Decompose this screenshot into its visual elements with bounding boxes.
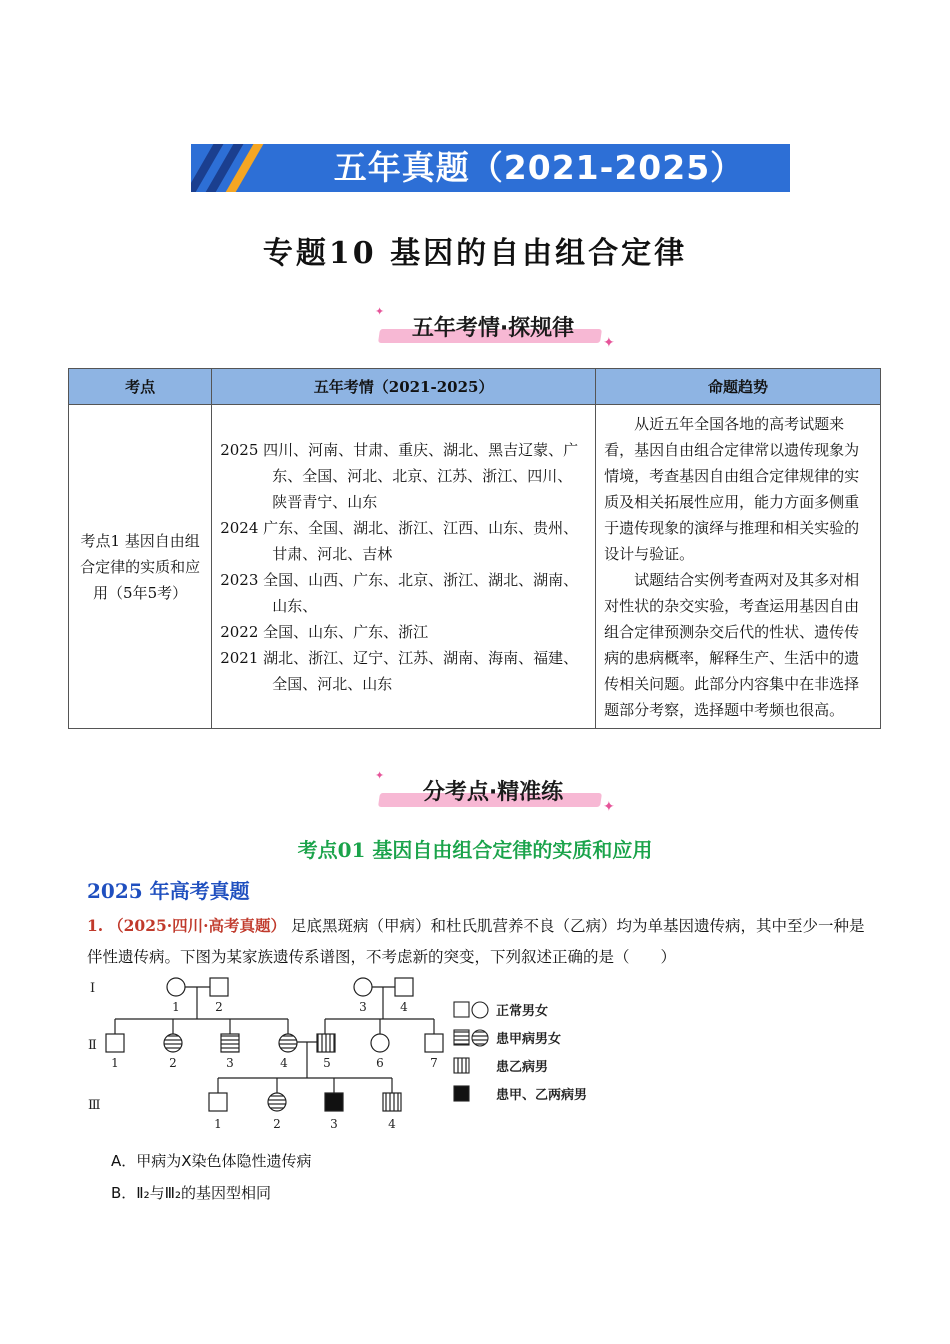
legend-label: 正常男女 xyxy=(496,1004,549,1019)
trend-cell xyxy=(596,405,881,729)
individual-number: 4 xyxy=(400,1000,408,1014)
generation-label: Ⅱ xyxy=(88,1038,97,1053)
pedigree-diagram xyxy=(80,970,620,1135)
year-line: 2023 全国、山西、广东、北京、浙江、湖北、湖南、山东、 xyxy=(220,570,579,615)
table-header-row xyxy=(69,369,881,405)
individual-number: 6 xyxy=(376,1056,384,1070)
generation-label: Ⅲ xyxy=(88,1098,101,1113)
table-row xyxy=(69,405,881,729)
individual-number: 3 xyxy=(226,1056,234,1070)
male-normal-symbol xyxy=(210,978,228,996)
year-line: 2022 全国、山东、广东、浙江 xyxy=(220,622,429,641)
individual-number: 3 xyxy=(359,1000,367,1014)
male-normal-symbol xyxy=(425,1034,443,1052)
section-header-overview xyxy=(373,307,613,351)
individual-number: 2 xyxy=(215,1000,223,1014)
individual-number: 2 xyxy=(273,1117,281,1131)
legend-male-normal-symbol xyxy=(454,1002,469,1017)
trend-paragraph: 从近五年全国各地的高考试题来看，基因自由组合定律常以遗传现象为情境，考查基因自由组合定律规律的实质及相关拓展性应用，能力方面多侧重于遗传现象的演绎与推理和相关实验的设计与验证。 xyxy=(604,414,860,563)
individual-number: 4 xyxy=(388,1117,396,1131)
legend-male-disease-a-symbol xyxy=(454,1030,469,1045)
sparkle-icon: ✦ xyxy=(603,799,615,815)
question-number: 1. xyxy=(87,916,104,935)
question-text: 足底黑斑病（甲病）和杜氏肌营养不良（乙病）均为单基因遗传病，其中至少一种是伴性遗传病。下图为某家族遗传系谱图，不考虑新的突变，下列叙述正确的是（ ） xyxy=(87,917,865,966)
kaodian-cell: 考点1 基因自由组合定律的实质和应用（5年5考） xyxy=(69,405,212,729)
year-line: 2025 四川、河南、甘肃、重庆、湖北、黑吉辽蒙、广东、全国、河北、北京、江苏、浙江、四川、陕晋青宁、山东 xyxy=(220,440,579,511)
option-a: A．甲病为X染色体隐性遗传病 xyxy=(111,1152,312,1170)
male-disease-b-symbol xyxy=(317,1034,335,1052)
female-disease-a-symbol xyxy=(268,1093,286,1111)
legend-female-normal-symbol xyxy=(472,1002,488,1018)
female-normal-symbol xyxy=(167,978,185,996)
years-cell xyxy=(212,405,596,729)
header-five-years: 五年考情（2021-2025） xyxy=(212,369,596,405)
legend-female-disease-a-symbol xyxy=(472,1030,488,1046)
year-heading: 2025 年高考真题 xyxy=(87,879,250,903)
individual-number: 2 xyxy=(169,1056,177,1070)
female-normal-symbol xyxy=(354,978,372,996)
section-title: 五年考情·探规律 xyxy=(411,316,575,341)
male-normal-symbol xyxy=(209,1093,227,1111)
female-disease-a-symbol xyxy=(164,1034,182,1052)
section-header-practice xyxy=(373,771,613,815)
female-normal-symbol xyxy=(371,1034,389,1052)
legend-label: 患乙病男 xyxy=(496,1060,549,1075)
page-banner xyxy=(191,144,790,192)
individual-number: 1 xyxy=(111,1056,119,1070)
sparkle-icon: ✦ xyxy=(603,335,615,351)
topic-title: 考点01 基因自由组合定律的实质和应用 xyxy=(297,838,653,862)
individual-number: 3 xyxy=(330,1117,338,1131)
legend-label: 患甲、乙两病男 xyxy=(496,1088,588,1103)
individual-number: 1 xyxy=(172,1000,180,1014)
male-disease-a-symbol xyxy=(221,1034,239,1052)
generation-label: I xyxy=(90,981,96,996)
individual-number: 7 xyxy=(430,1056,438,1070)
header-trend: 命题趋势 xyxy=(596,369,881,405)
legend-label: 患甲病男女 xyxy=(496,1032,562,1047)
sparkle-icon: ✦ xyxy=(375,305,385,318)
section-title: 分考点·精准练 xyxy=(422,780,564,805)
page-title: 专题10 基因的自由组合定律 xyxy=(262,236,688,271)
male-normal-symbol xyxy=(395,978,413,996)
year-line: 2021 湖北、浙江、辽宁、江苏、湖南、海南、福建、全国、河北、山东 xyxy=(220,648,579,693)
question-stem xyxy=(87,910,877,973)
female-disease-a-symbol xyxy=(279,1034,297,1052)
banner-title: 五年真题（2021-2025） xyxy=(333,148,745,187)
pedigree-legend xyxy=(454,1002,587,1103)
male-disease-b-symbol xyxy=(383,1093,401,1111)
individual-number: 1 xyxy=(214,1117,222,1131)
individual-number: 4 xyxy=(280,1056,288,1070)
male-both-diseases-symbol xyxy=(325,1093,343,1111)
legend-male-disease-b-symbol xyxy=(454,1058,469,1073)
header-kaodian: 考点 xyxy=(69,369,212,405)
legend-male-both-symbol xyxy=(454,1086,469,1101)
male-normal-symbol xyxy=(106,1034,124,1052)
individual-number: 5 xyxy=(323,1056,331,1070)
overview-table xyxy=(68,368,881,729)
trend-paragraph: 试题结合实例考查两对及其多对相对性状的杂交实验，考查运用基因自由组合定律预测杂交后代的性状、遗传传病的患病概率，解释生产、生活中的遗传相关问题。此部分内容集中在非选择题部分考察，选择题中考频也很高。 xyxy=(604,570,860,719)
question-source: （2025·四川·高考真题） xyxy=(108,916,287,935)
sparkle-icon: ✦ xyxy=(375,769,385,782)
option-b: B．Ⅱ₂与Ⅲ₂的基因型相同 xyxy=(111,1184,272,1202)
year-line: 2024 广东、全国、湖北、浙江、江西、山东、贵州、甘肃、河北、吉林 xyxy=(220,518,579,563)
